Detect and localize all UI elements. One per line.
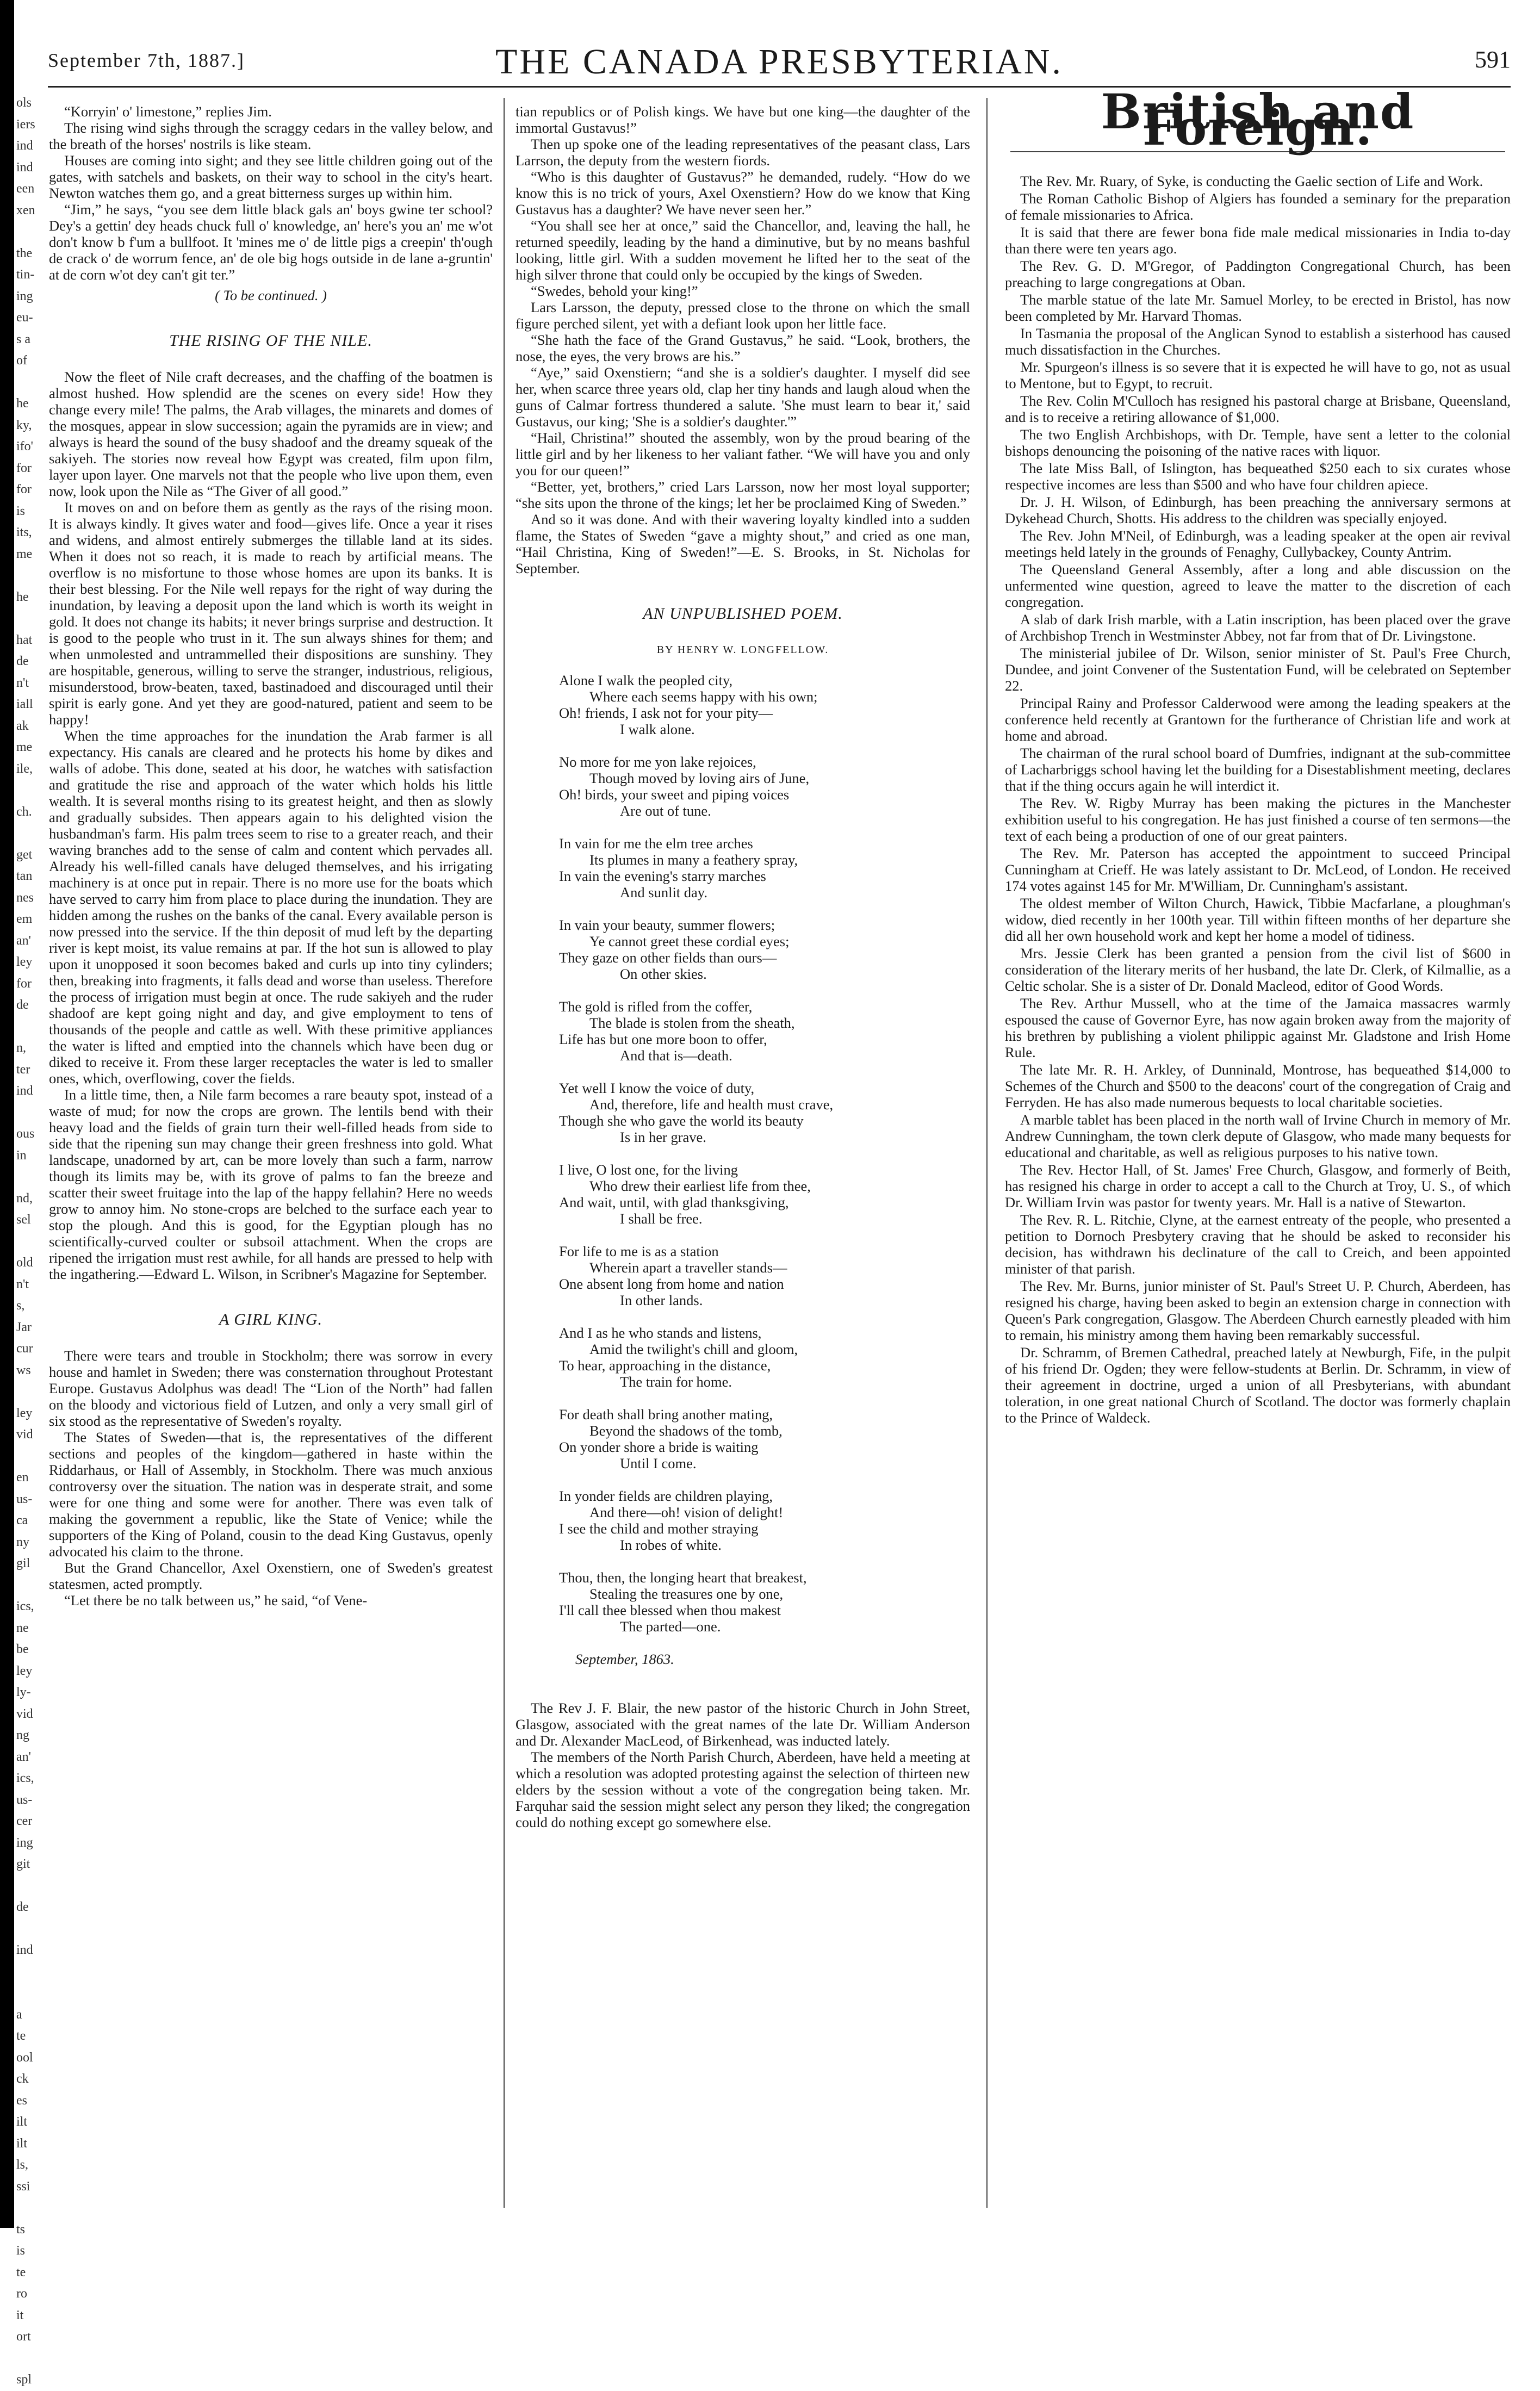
stub-fragment: iall [16, 697, 33, 711]
stub-fragment [16, 372, 46, 394]
paragraph: The rising wind sighs through the scraggy cedars in the valley below, and the breath of the horses' nostrils is like steam. [49, 120, 493, 152]
stub-fragment: cur [16, 1342, 33, 1356]
paragraph: “You shall see her at once,” said the Chancellor, and, leaving the hall, he returned speedily, leading by the hand a diminutive, but by no means bashful looking, little girl. With a sudden movement he lifted her to the seat of the high silver throne that could only be occupied by the kings of Sweden. [516, 218, 970, 283]
news-items [1005, 173, 1511, 1426]
stub-fragment: git [16, 1857, 30, 1871]
poem-line: The parted—one. [620, 1618, 721, 1635]
stub-fragment: de [16, 998, 29, 1012]
poem-stanza [559, 1325, 970, 1390]
news-item: The Rev. John M'Neil, of Edinburgh, was a leading speaker at the open air revival meetings held lately in the grounds of Fenaghy, Cullybackey, County Antrim. [1005, 527, 1511, 560]
poem-line: I'll call thee blessed when thou makest [559, 1602, 781, 1618]
poem-line: Life has but one more boon to offer, [559, 1031, 767, 1047]
poem-line: Beyond the shadows of the tomb, [589, 1423, 783, 1439]
stub-fragment: ny [16, 1535, 29, 1549]
poem-line: And, therefore, life and health must crave, [589, 1096, 834, 1113]
stub-fragment: ls, [16, 2158, 29, 2172]
paragraph: The States of Sweden—that is, the representatives of the different sections and peoples of the kingdom—gathered in haste within the Riddarhaus, or Hall of Assembly, in Stockholm. There was much anxious controversy over the situation. The nation was in desperate strait, and some were for one thing and some were for another. There was even talk of making the government a republic, like the State of Venice; while the supporters of the King of Poland, cousin to the dead King Gustavus, openly advocated his claim to the throne. [49, 1429, 493, 1560]
paragraph: Now the fleet of Nile craft decreases, and the chaffing of the boatmen is almost hushed. How splendid are the scenes on every side! How they change every mile! The palms, the Arab villages, the minarets and domes of the mosques, appear in slow succession; again the pyramids are in view; and always is heard the sound of the busy shadoof and the dreamy squeak of the sakiyeh. The stories now reveal how Egypt was created, film upon film, layer upon layer. One marvels not that the people who live upon them, even now, look upon the Nile as “The Giver of all good.” [49, 369, 493, 499]
poem-line: The blade is stolen from the sheath, [589, 1015, 795, 1031]
stub-fragment: de [16, 654, 29, 668]
news-item: The Rev. Mr. Burns, junior minister of St. Paul's Street U. P. Church, Aberdeen, has resigned his charge, having been asked to begin an extension charge in connection with Queen's Park congregation, Glasgow. The Aberdeen Church earnestly pleaded with him to remain, his ministry among them having been remarkably successful. [1005, 1278, 1511, 1343]
stub-fragment: is [16, 504, 26, 518]
news-item: In Tasmania the proposal of the Anglican Synod to establish a sisterhood has caused much dissatisfaction in the Churches. [1005, 325, 1511, 358]
stub-fragment: me [16, 740, 33, 754]
poem-line: For life to me is as a station [559, 1243, 719, 1259]
stub-fragment: ifo' [16, 439, 33, 454]
stub-fragment: spl [16, 2373, 32, 2387]
stub-fragment: iers [16, 117, 35, 132]
to-be-continued: ( To be continued. ) [215, 287, 327, 303]
stub-fragment: ind [16, 160, 33, 175]
poem-line: And there—oh! vision of delight! [589, 1504, 784, 1520]
news-item: The late Miss Ball, of Islington, has bequeathed $250 each to six curates whose respective incomes are less than $500 and who have four children apiece. [1005, 460, 1511, 493]
paragraph: Houses are coming into sight; and they see little children going out of the gates, with satchels and baskets, on their way to school in the city's heart. Newton watches them go, and a great bitterness surges up within him. [49, 152, 493, 201]
stub-fragment [16, 1016, 46, 1038]
news-item: Mrs. Jessie Clerk has been granted a pension from the civil list of $600 in consideration of the literary merits of her husband, the late Dr. Clerk, of Kilmallie, as a Celtic scholar. She is a sister of Dr. Donald Macleod, editor of Good Words. [1005, 945, 1511, 994]
stub-fragment [16, 2197, 46, 2219]
stub-fragment: ly- [16, 1685, 31, 1699]
poem-stanza [559, 754, 970, 819]
page-header [48, 38, 1511, 82]
poem-stanza [559, 1569, 970, 1635]
stub-fragment: ics, [16, 1771, 34, 1785]
poem-stanza [559, 1243, 970, 1308]
poem-line: Until I come. [620, 1455, 697, 1471]
stub-fragment [16, 221, 46, 243]
paragraph: There were tears and trouble in Stockholm; there was sorrow in every house and hamlet in Sweden; there was consternation throughout Protestant Europe. Gustavus Adolphus was dead! The “Lion of the North” had fallen on the bloody and victorious field of Lutzen, and only a very small girl of six stood as the representative of Sweden's royalty. [49, 1347, 493, 1429]
news-item: A marble tablet has been placed in the north wall of Irvine Church in memory of Mr. Andrew Cunningham, the town clerk depute of Glasgow, who made many bequests for educational and charitable, as well as religious purposes to his native town. [1005, 1111, 1511, 1160]
stub-fragment: hat [16, 632, 33, 647]
poem-line: Alone I walk the peopled city, [559, 672, 733, 688]
news-item: The marble statue of the late Mr. Samuel Morley, to be erected in Bristol, has now been completed by Mr. Harvard Thomas. [1005, 291, 1511, 324]
article-title-nile: THE RISING OF THE NILE. [169, 332, 372, 350]
column-middle [516, 103, 970, 1830]
news-item: The late Mr. R. H. Arkley, of Dunninald, Montrose, has bequeathed $14,000 to Schemes of the Church and $500 to the deacons' court of the congregation of Craig and Ferryden. He has also made numerous bequests to local charitable societies. [1005, 1061, 1511, 1110]
article-title-girl-king: A GIRL KING. [219, 1311, 323, 1328]
stub-fragment: ne [16, 1620, 29, 1635]
stub-fragment: he [16, 396, 29, 411]
stub-fragment: vid [16, 1706, 33, 1721]
news-item: The Rev. W. Rigby Murray has been making the pictures in the Manchester exhibition useful to his congregation. He has just finished a course of ten sermons—the text of each being a production of one of our great painters. [1005, 795, 1511, 844]
news-item: The Rev. Hector Hall, of St. James' Free Church, Glasgow, and formerly of Beith, has resigned his charge in order to accept a call to the Church at Troy, U. S., of which Dr. William Irvin was pastor for twenty years. Mr. Hall is a native of Stewarton. [1005, 1162, 1511, 1210]
paragraph: “Korryin' o' limestone,” replies Jim. [64, 103, 272, 120]
stub-fragment [16, 2348, 46, 2370]
stub-fragment [16, 1875, 46, 1897]
poem-stanza [559, 672, 970, 737]
paragraph: “Aye,” said Oxenstiern; “and she is a soldier's daughter. I myself did see her, when scarce three years old, clap her tiny hands and laugh aloud when the guns of Calmar fortress thundered a salute. 'She must learn to bear it,' said Gustavus, our king; 'She is a soldier's daughter.'” [516, 364, 970, 430]
poem-line: For death shall bring another mating, [559, 1406, 773, 1423]
paragraph: “Better, yet, brothers,” cried Lars Larsson, now her most loyal supporter; “she sits upon the throne of the kings; let her be proclaimed King of Sweden.” [516, 479, 970, 511]
stub-fragment [16, 1961, 46, 1983]
stub-fragment: us- [16, 1492, 33, 1506]
poem-line: And I as he who stands and listens, [559, 1325, 762, 1341]
stub-fragment [16, 1983, 46, 2004]
stub-fragment: for [16, 482, 32, 496]
poem-line: I walk alone. [620, 721, 695, 737]
stub-fragment: an' [16, 933, 31, 948]
paragraph: “Jim,” he says, “you see dem little black gals an' boys gwine ter school? Dey's a gettin' dey heads chuck full o' knowledge, an' here's you an' me w'ot don't know b f'um a bullfoot. It 'mines me o' de little pigs a creepin' th'ough de crack o' de worrum fence, an' de ole big hogs outside in de lane a-gruntin' at de corn w'ot dey can't git ter.” [49, 201, 493, 283]
page-number: 591 [1475, 46, 1511, 73]
stub-fragment [16, 1102, 46, 1124]
stub-fragment: vid [16, 1427, 33, 1442]
stub-fragment [16, 608, 46, 630]
paragraph: In a little time, then, a Nile farm becomes a rare beauty spot, instead of a waste of mud; for now the crops are grown. The lentils bend with their heavy load and the fields of grain turn their well-filled heads from side to side that the ripening sun may change their green freshness into gold. What landscape, unadorned by art, can be more lovely than such a farm, narrow though its limits may be, with its grove of palms to fan the breeze and scatter their sweet fruitage into the lap of the happy fellahin? Here no weeds grow to annoy him. No stone-crops are belched to the surface each year to stop the plough. And this is good, for the Egyptian plough has no scientifically-curved coulter or subsoil attachment. When the crops are ripened the irrigation must rest awhile, for all hands are pressed to help with the ingathering.—Edward L. Wilson, in Scribner's Magazine for September. [49, 1086, 493, 1282]
poem-line: I shall be free. [620, 1210, 703, 1227]
stub-fragment [16, 1446, 46, 1468]
stub-fragment: de [16, 1900, 29, 1914]
stub-fragment: for [16, 461, 32, 475]
paragraph: Then up spoke one of the leading representatives of the peasant class, Lars Larrson, the deputy from the western fiords. [516, 136, 970, 169]
stub-fragment: n't [16, 1277, 29, 1291]
news-item: The Rev. Colin M'Culloch has resigned his pastoral charge at Brisbane, Queensland, and is to receive a retiring allowance of $1,000. [1005, 393, 1511, 425]
stub-fragment: ile, [16, 761, 33, 776]
poem-line: In other lands. [620, 1292, 703, 1308]
stub-fragment: ley [16, 1406, 33, 1420]
poem-stanza [559, 1406, 970, 1471]
stub-fragment [16, 565, 46, 587]
stub-fragment: ca [16, 1513, 28, 1527]
poem-line: On other skies. [620, 966, 707, 982]
poem-line: No more for me yon lake rejoices, [559, 754, 756, 770]
paragraph: “Hail, Christina!” shouted the assembly, won by the proud bearing of the little girl and by her likeness to her valiant father. “We will have you and only you for our queen!” [516, 430, 970, 479]
paragraph: And so it was done. And with their wavering loyalty kindled into a sudden flame, the States of Sweden “gave a mighty shout,” and cried as one man, “Hail Christina, King of Sweden!”—E. S. Brooks, in St. Nicholas for September. [516, 511, 970, 576]
news-item: The chairman of the rural school board of Dumfries, indignant at the sub-committee of Lacharbriggs school having let the building for a Disestablishment meeting, declares that if the thing occurs again he will interdict it. [1005, 745, 1511, 794]
stub-fragment [16, 1166, 46, 1188]
poem-date: September, 1863. [575, 1651, 674, 1667]
poem-line: Is in her grave. [620, 1129, 706, 1145]
poem-stanza [559, 917, 970, 982]
poem-line: Who drew their earliest life from thee, [589, 1178, 811, 1194]
paragraph: It moves on and on before them as gently as the rays of the rising moon. It is always kindly. It gives water and food—gives life. Once a year it rises and widens, and almost entirely submerges the tillable land at its sides. When it does not so reach, it is made to reach by artificial means. The overflow is no misfortune to those whose homes are upon its banks. It is their best blessing. For the Nile well repays for the right of way during the inundation, by leaving a deposit upon the land which is worth its weight in gold. It does not change its habits; it never brings surprise and destruction. It is good to the people who trust in it. The sun always shines for them; and when unmolested and untrammelled their dispositions are sunshiny. They are hospitable, generous, willing to serve the stranger, industrious, religious, misunderstood, brow-beaten, taxed, bastinadoed and discouraged until their spirit is early gone. And yet they are good-natured, patient and seem to be happy! [49, 499, 493, 728]
news-item: A slab of dark Irish marble, with a Latin inscription, has been placed over the grave of Archbishop Trench in Westminster Abbey, not far from that of Dr. Livingstone. [1005, 611, 1511, 644]
stub-fragment: ch. [16, 804, 32, 819]
stub-fragment: be [16, 1642, 29, 1656]
column-right [1005, 83, 1511, 1427]
stub-fragment: me [16, 546, 33, 561]
section-title-british-and-foreign: British and Foreign. [1101, 83, 1415, 156]
stub-fragment [16, 1575, 46, 1597]
poem-line: In vain your beauty, summer flowers; [559, 917, 775, 933]
stub-fragment: ing [16, 289, 33, 303]
stub-fragment: ter [16, 1062, 30, 1077]
stub-fragment: an' [16, 1749, 31, 1764]
poem-line: Oh! friends, I ask not for your pity— [559, 705, 773, 721]
poem-line: And sunlit day. [620, 884, 707, 900]
poem-line: Its plumes in many a feathery spray, [589, 852, 798, 868]
stub-fragment: cer [16, 1814, 33, 1828]
poem-byline: BY HENRY W. LONGFELLOW. [656, 644, 829, 656]
column-divider [986, 98, 988, 2208]
poem-line: In vain the evening's starry marches [559, 868, 766, 884]
stub-fragment: ind [16, 1084, 33, 1098]
stub-fragment: ck [16, 2072, 29, 2086]
stub-fragment: te [16, 2029, 26, 2043]
news-item: The oldest member of Wilton Church, Hawick, Tibbie Macfarlane, a ploughman's widow, died recently in her 100th year. Till within fifteen months of her departure she did all her own household work and kept her home a model of tidiness. [1005, 895, 1511, 944]
paragraph: “Let there be no talk between us,” he said, “of Vene- [64, 1592, 368, 1609]
stub-fragment: sel [16, 1213, 31, 1227]
stub-fragment: old [16, 1256, 33, 1270]
stub-fragment: en [16, 1470, 29, 1485]
stub-fragment: ts [16, 2222, 26, 2237]
stub-fragment: ind [16, 1943, 33, 1957]
stub-fragment: tin- [16, 268, 35, 282]
stub-fragment: ort [16, 2330, 31, 2344]
paragraph: The Rev J. F. Blair, the new pastor of the historic Church in John Street, Glasgow, associated with the great names of the late Dr. William Anderson and Dr. Alexander MacLeod, of Birkenhead, was inducted lately. [516, 1700, 970, 1749]
stub-fragment: ilt [16, 2115, 28, 2129]
stub-fragment: ley [16, 955, 33, 969]
stub-fragment: for [16, 976, 32, 991]
stub-fragment: s, [16, 1299, 25, 1313]
stub-fragment: een [16, 182, 35, 196]
stub-fragment: the [16, 246, 33, 260]
stub-fragment: ro [16, 2287, 27, 2301]
poem-line: The train for home. [620, 1374, 732, 1390]
stub-fragment: he [16, 589, 29, 604]
poem-line: One absent long from home and nation [559, 1276, 784, 1292]
stub-fragment: em [16, 912, 33, 926]
stub-fragment [16, 823, 46, 844]
poem-line: Wherein apart a traveller stands— [589, 1259, 787, 1276]
news-item: It is said that there are fewer bona fide male medical missionaries in India to-day than there were ten years ago. [1005, 224, 1511, 257]
stub-fragment: eu- [16, 310, 33, 325]
stub-fragment: ind [16, 139, 33, 153]
poem-line: Stealing the treasures one by one, [589, 1586, 784, 1602]
stub-fragment: a [16, 2007, 22, 2022]
poem-line: I see the child and mother straying [559, 1520, 759, 1537]
news-item: Mr. Spurgeon's illness is so severe that it is expected he will have to go, not as usual to Mentone, but to Egypt, to recruit. [1005, 359, 1511, 392]
news-item: Dr. Schramm, of Bremen Cathedral, preached lately at Newburgh, Fife, in the pulpit of his friend Dr. Ogden; they were fellow-students at Berlin. Dr. Schramm, in view of their agreement in doctrine, urged a union of all Presbyterians, with abundant toleration, in one great national Church of Scotland. The doctor was formerly chaplain to the Prince of Waldeck. [1005, 1344, 1511, 1426]
news-item: Principal Rainy and Professor Calderwood were among the leading speakers at the conference held recently at Grantown for the furtherance of Christian life and work at home and abroad. [1005, 695, 1511, 744]
poem-line: Are out of tune. [620, 803, 711, 819]
stub-fragment: ng [16, 1728, 29, 1742]
stub-fragment: in [16, 1148, 27, 1163]
news-item: The ministerial jubilee of Dr. Wilson, senior minister of St. Paul's Free Church, Dundee, and joint Convener of the Sustentation Fund, will be celebrated on September 22. [1005, 645, 1511, 694]
stub-fragment: of [16, 353, 27, 368]
stub-fragment [16, 780, 46, 802]
poem-line: Though she who gave the world its beauty [559, 1113, 804, 1129]
poem-line: Thou, then, the longing heart that breakest, [559, 1569, 807, 1586]
poem-stanza [559, 835, 970, 900]
news-item: Dr. J. H. Wilson, of Edinburgh, has been preaching the anniversary sermons at Dykehead Church, Shotts. His address to the children was specially enjoyed. [1005, 494, 1511, 526]
poem-line: And that is—death. [620, 1047, 732, 1064]
stub-fragment: nes [16, 890, 34, 905]
stub-fragment: nd, [16, 1191, 33, 1206]
stub-fragment: ak [16, 718, 29, 733]
column-left [49, 103, 493, 1609]
poem-line: Where each seems happy with his own; [589, 688, 818, 705]
stub-fragment: ssi [16, 2179, 30, 2194]
news-item: The Rev. G. D. M'Gregor, of Paddington Congregational Church, has been preaching to large congregations at Oban. [1005, 258, 1511, 290]
poem-line: To hear, approaching in the distance, [559, 1357, 771, 1374]
stub-fragment: us- [16, 1792, 33, 1807]
poem-stanza [559, 1162, 970, 1227]
poem-line: In robes of white. [620, 1537, 722, 1553]
stub-fragment: ing [16, 1835, 33, 1850]
news-item: The Rev. Mr. Ruary, of Syke, is conducting the Gaelic section of Life and Work. [1020, 173, 1483, 189]
stub-fragment [16, 1231, 46, 1253]
stub-fragment: xen [16, 203, 35, 218]
stub-fragment: Jar [16, 1320, 32, 1334]
poem-line: The gold is rifled from the coffer, [559, 998, 753, 1015]
stub-fragment: es [16, 2093, 27, 2108]
column-divider [504, 98, 505, 2208]
previous-page-stub [16, 92, 46, 2391]
poem-line: In vain for me the elm tree arches [559, 835, 753, 852]
news-item: The Rev. Arthur Mussell, who at the time of the Jamaica massacres warmly espoused the cause of Governor Eyre, has now again broken away from the majority of his brethren by publishing a violent philippic against Mr. Gladstone and Irish Home Rule. [1005, 995, 1511, 1060]
stub-fragment: te [16, 2265, 26, 2280]
stub-fragment: n't [16, 675, 29, 690]
paragraph: “Swedes, behold your king!” [531, 283, 698, 299]
poem-line: Amid the twilight's chill and gloom, [589, 1341, 798, 1357]
news-item: The Roman Catholic Bishop of Algiers has founded a seminary for the preparation of female missionaries to Africa. [1005, 190, 1511, 223]
paragraph: tian republics or of Polish kings. We have but one king—the daughter of the immortal Gustavus!” [516, 103, 970, 136]
binding-edge [0, 0, 14, 2228]
poem-body [516, 672, 970, 1635]
stub-fragment: tan [16, 869, 33, 883]
poem-line: Yet well I know the voice of duty, [559, 1080, 755, 1096]
stub-fragment: ky, [16, 418, 32, 432]
stub-fragment: ley [16, 1663, 33, 1678]
poem-line: In yonder fields are children playing, [559, 1488, 773, 1504]
poem-line: I live, O lost one, for the living [559, 1162, 738, 1178]
poem-line: And wait, until, with glad thanksgiving, [559, 1194, 789, 1210]
stub-fragment: ws [16, 1363, 31, 1377]
poem-line: Oh! birds, your sweet and piping voices [559, 786, 790, 803]
poem-line: They gaze on other fields than ours— [559, 949, 777, 966]
header-date: September 7th, 1887.] [48, 49, 245, 71]
paragraph: The members of the North Parish Church, Aberdeen, have held a meeting at which a resolution was adopted protesting against the selection of thirteen new elders by the session without a vote of the congregation being taken. Mr. Farquhar said the session might select any person they liked; the congregation could do nothing except go somewhere else. [516, 1749, 970, 1830]
stub-fragment: ool [16, 2050, 33, 2065]
poem-stanza [559, 1488, 970, 1553]
stub-fragment: ics, [16, 1599, 34, 1613]
poem-stanza [559, 1080, 970, 1145]
news-item: The two English Archbishops, with Dr. Temple, have sent a letter to the colonial bishops denouncing the poisoning of the native races with liquor. [1005, 426, 1511, 459]
stub-fragment: its, [16, 525, 32, 539]
stub-fragment: ous [16, 1127, 35, 1141]
stub-fragment: ilt [16, 2136, 28, 2151]
poem-stanza [559, 998, 970, 1064]
paragraph: Lars Larsson, the deputy, pressed close to the throne on which the small figure perched silent, yet with a defiant look upon her little face. [516, 299, 970, 332]
stub-fragment: it [16, 2308, 24, 2322]
poem-title: AN UNPUBLISHED POEM. [643, 605, 843, 623]
paragraph: “Who is this daughter of Gustavus?” he demanded, rudely. “How do we know this is no trick of yours, Axel Oxenstiern? How do we know that King Gustavus has a daughter? We have never seen her.” [516, 169, 970, 218]
paragraph: But the Grand Chancellor, Axel Oxenstiern, one of Sweden's greatest statesmen, acted promptly. [49, 1560, 493, 1592]
news-item: The Queensland General Assembly, after a long and able discussion on the unfermented wine question, agreed to leave the matter to the discretion of each congregation. [1005, 561, 1511, 610]
stub-fragment: gil [16, 1556, 30, 1570]
news-item: The Rev. Mr. Paterson has accepted the appointment to succeed Principal Cunningham at Crieff. He was lately assistant to Dr. McLeod, of London. He received 174 votes against 145 for Mr. M'William, Dr. Cunningham's assistant. [1005, 845, 1511, 894]
stub-fragment [16, 1918, 46, 1940]
poem-line: Though moved by loving airs of June, [589, 770, 810, 786]
news-item: The Rev. R. L. Ritchie, Clyne, at the earnest entreaty of the people, who presented a petition to Dornoch Presbytery craving that he should be asked to reconsider his decision, has withdrawn his declinature of the call to Creich, and been appointed minister of that parish. [1005, 1212, 1511, 1277]
poem-line: On yonder shore a bride is waiting [559, 1439, 759, 1455]
poem-line: Ye cannot greet these cordial eyes; [589, 933, 790, 949]
stub-fragment: n, [16, 1041, 26, 1055]
paragraph: “She hath the face of the Grand Gustavus,” he said. “Look, brothers, the nose, the eyes, the very brows are his.” [516, 332, 970, 364]
stub-fragment [16, 1381, 46, 1403]
stub-fragment: is [16, 2244, 26, 2258]
newspaper-title: THE CANADA PRESBYTERIAN. [495, 42, 1063, 82]
paragraph: When the time approaches for the inundation the Arab farmer is all expectancy. His canals are cleared and he protects his home by dikes and walls of adobe. This done, seated at his door, he watches with satisfaction and gratitude the rise and approach of the water which holds his little wealth. It is several months rising to its greatest height, and then as slowly and gradually subsides. Then appears again to his delighted vision the husbandman's farm. His palm trees seem to rise to a greater reach, and their waving branches add to the sense of calm and content which pervades all. Already his well-filled canals have deluged themselves, and his irrigating machinery is at once put in repair. There is no more use for the boats which have served to carry him from place to place during the inundation. They are hidden among the rushes on the banks of the canal. Every available person is now pressed into the service. If the thin deposit of mud left by the departing river is kept moist, its value remains at par. If the hot sun is allowed to play upon it unopposed it soon becomes baked and curls up into tiny cylinders; then, breaking into fragments, it falls dead and worse than useless. Therefore the process of irrigation must begin at once. The rude sakiyeh and the ruder shadoof are kept going night and day, and give employment to tens of thousands of the people and cattle as well. With these primitive appliances the water is lifted and emptied into the channels which have been dug or diked to receive it. From these larger receptacles the water is led to smaller ones, which, overflowing, cover the fields. [49, 728, 493, 1086]
stub-fragment: s a [16, 332, 30, 346]
stub-fragment: ols [16, 96, 32, 110]
stub-fragment: get [16, 847, 33, 862]
